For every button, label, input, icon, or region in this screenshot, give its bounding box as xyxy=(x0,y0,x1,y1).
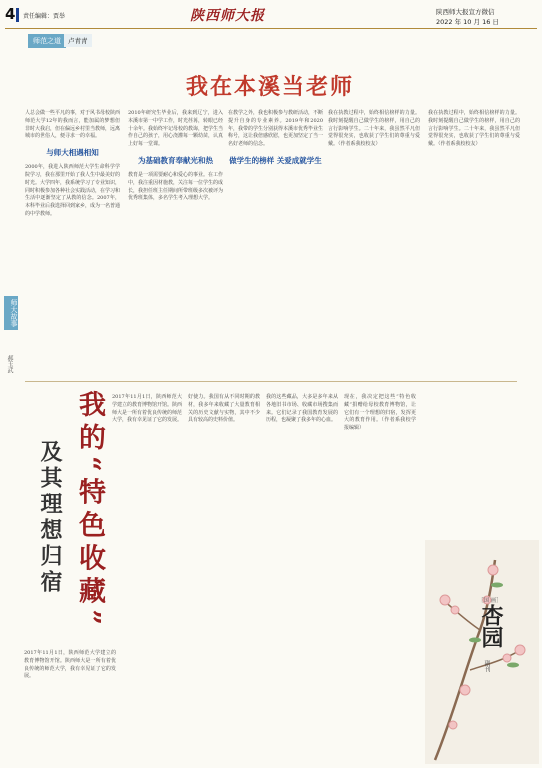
column-author: 卢青青 xyxy=(64,34,92,47)
article2-subtitle: 及其理想归宿 xyxy=(37,440,63,596)
painting-title: 杏园 xyxy=(478,604,504,648)
article1-col5b-text: 我在执教过程中，始终相信榜样的力量。我时刻提醒自己做学生的榜样，用自己的言行影响学生。二十年来，我虽然平凡但觉得很充实，也收获了学生们的尊重与爱戴。（作者系我校校友） xyxy=(428,110,520,148)
article1-col5-text: 我在执教过程中，始终相信榜样的力量。我时刻提醒自己做学生的榜样，用自己的言行影响学生。二十年来，我虽然平凡但觉得很充实，也收获了学生们的尊重与爱戴。（作者系我校校友） xyxy=(328,110,420,148)
headline: 我在本溪当老师 xyxy=(185,74,354,100)
article2-col5-text: 2017年11月1日，陕西师范大学建立的教育博物馆开馆。陕西师大是一所有着优良传统的师范大学，我有幸见证了它的发展。 xyxy=(24,650,116,680)
article1-col4 xyxy=(328,110,420,149)
header-divider xyxy=(5,28,537,29)
article1-subhead-1: 与师大相遇相知 xyxy=(46,148,99,158)
article1-col1-text: 2000年，我进入陕西师范大学生命科学学院学习，我在那里开始了我人生中最美好的时光。大学四年，我系统学习了专业知识，同时积极参加各种社会实践活动，在学习和生活中逐渐坚定了从教的信念。2007年，本科毕业后我选择回到家乡，成为一名普通的中学教师。 xyxy=(25,164,121,217)
publisher-line: 陕西师大报宣方微信 xyxy=(436,8,495,16)
newspaper-logo: 陕西师大报 xyxy=(190,8,265,24)
article2-col2 xyxy=(188,394,260,425)
header-info xyxy=(436,7,499,27)
article1-col3 xyxy=(228,110,323,172)
article2-col1 xyxy=(112,394,182,425)
side-column-tag: 师大故事 xyxy=(4,296,18,330)
article1-intro: 人总会做一些平凡的事，对于风书母校陕西师范大学12年的我而言，能加属的梦想但非时大我启，但在偏远乡村里当教师，远离城市的世俗人，便寻求一的幸福。 xyxy=(25,110,121,140)
apricot-blossom-painting xyxy=(425,540,539,764)
article2-col1-text: 2017年11月1日，陕西师范大学建立的教育博物馆开馆。陕西师大是一所有着优良传统的师范大学，我有幸见证了它的发展。 xyxy=(112,394,183,424)
date-line: 2022 年 10 月 16 日 xyxy=(436,18,499,26)
painting-area xyxy=(425,540,539,764)
article2-col4-text: 现在，我决定把这些“特色收藏”捐赠给母校教育博物馆，让它们有一个理想的归宿，发挥更大的教育作用。（作者系我校学报编辑） xyxy=(344,394,416,432)
article2-title: 我的“特色收藏” xyxy=(74,390,105,632)
article2-col4 xyxy=(344,394,416,433)
article1-col3-text: 教育是一项需要耐心和爱心的事业。在工作中，我注重因材施教，关注每一位学生的成长，我担任班主任期间所带班级多次被评为优秀班集体，多名学生考入理想大学。 xyxy=(128,171,224,202)
page-number: 4 xyxy=(5,5,16,23)
side-author: 郝玉武 xyxy=(6,355,13,373)
editor-line: 责任编辑：贾举 xyxy=(23,13,66,20)
article1-col2 xyxy=(128,110,223,203)
article2-col2-text: 好使力。我国有从不同时期的教材，我多年来收藏了大量教育相关的历史文献与实物，其中不少具有较高的史料价值。 xyxy=(188,394,260,424)
article2-col3 xyxy=(266,394,338,425)
article1-subhead-2: 为基础教育奉献光和热 xyxy=(138,155,213,165)
article1-col4-text: 在教学之外，我也积极参与教研活动，不断提升自身的专业素养。2019年和2020年，我带的学生分别获得本溪市优秀毕业生称号，这让我倍感欣慰，也更加坚定了当一名好老师的信念。 xyxy=(228,110,324,148)
page-number-bar xyxy=(16,8,19,22)
article1-col1 xyxy=(25,110,120,219)
article1-col5 xyxy=(428,110,520,149)
column-tag: 师范之道 xyxy=(28,34,66,48)
article2-col5 xyxy=(24,650,116,681)
painting-tag: ［国 画］ xyxy=(478,598,502,604)
painting-note: 副刊 xyxy=(483,660,490,672)
article1-col2-text: 2010年研究生毕业后，我来到辽宁，进入本溪市第一中学工作，时光荏苒，转眼已经十余年。我始终牢记母校的教诲，把学生当作自己的孩子，用心浇灌每一颗幼苗，认真上好每一堂课。 xyxy=(128,110,224,148)
article2-col3-text: 我的这些藏品，大多是多年来从各地旧书市场、收藏市场搜集而来。它们记录了我国教育发展的历程，也凝聚了我多年的心血。 xyxy=(266,394,338,424)
article1-subhead-3: 做学生的榜样 关爱成就学生 xyxy=(229,155,322,165)
section-divider xyxy=(25,381,517,382)
